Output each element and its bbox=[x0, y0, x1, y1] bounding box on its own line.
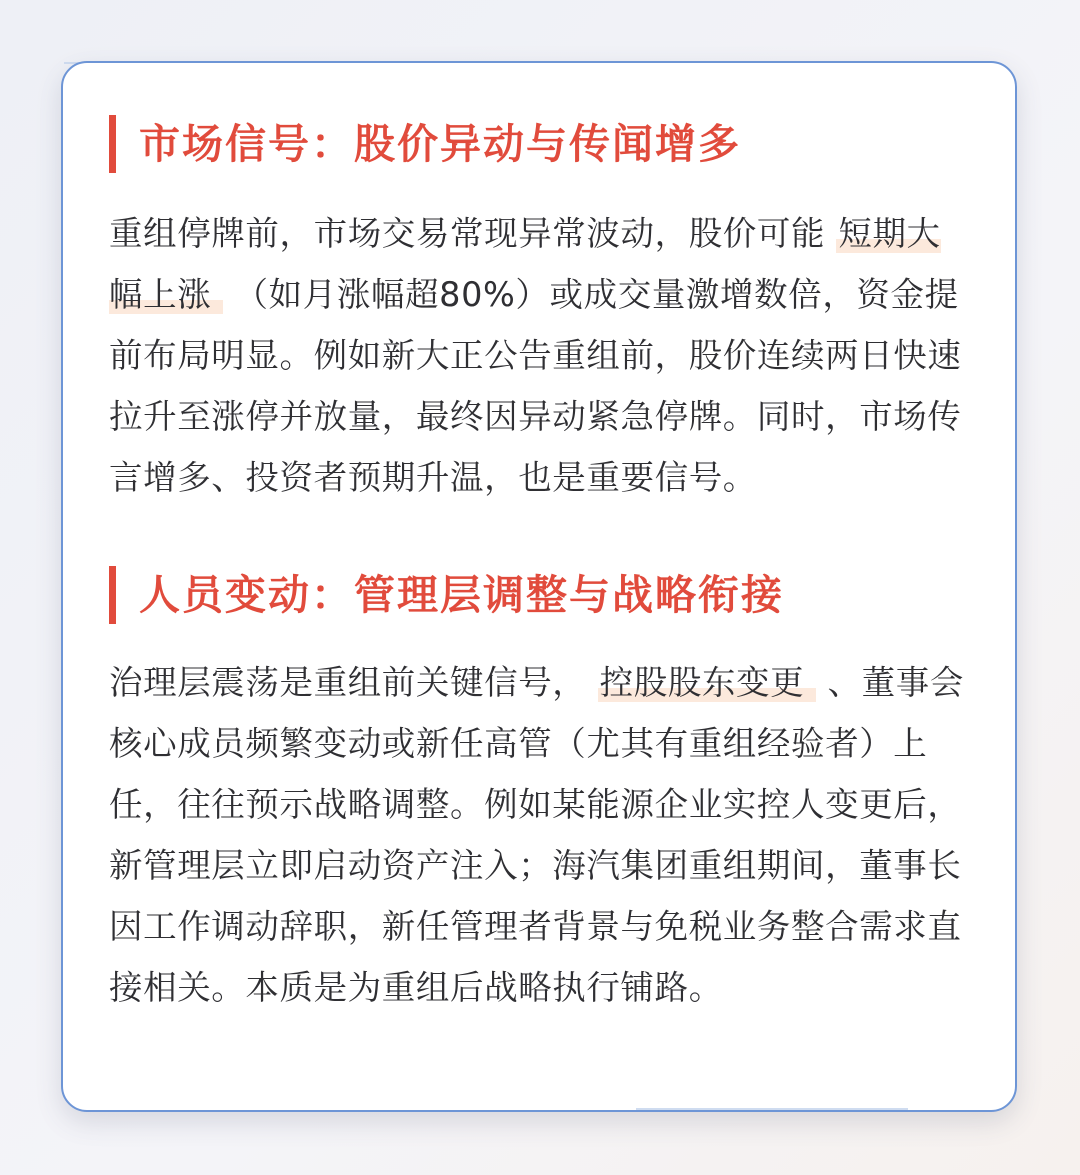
section-title-text: 市场信号：股价异动与传闻增多 bbox=[139, 120, 741, 168]
title-accent-bar bbox=[109, 115, 116, 173]
paragraph-market-signal bbox=[109, 203, 973, 508]
section-title-personnel-change bbox=[109, 564, 973, 626]
card-bottom-accent-line bbox=[636, 1108, 908, 1110]
section-title-market-signal bbox=[109, 113, 973, 175]
paragraph-personnel-change bbox=[109, 652, 973, 1018]
highlight-controlling-shareholder-change: 控股股东变更 bbox=[598, 663, 817, 702]
paragraph-text: 治理层震荡是重组前关键信号， bbox=[109, 663, 598, 702]
paragraph-text: （如月涨幅超80%）或成交量激增数倍，资金提前布局明显。例如新大正公告重组前，股价连续两日快速拉升至涨停并放量，最终因异动紧急停牌。同时，市场传言增多、投资者预期升温，也是重要信号。 bbox=[109, 275, 962, 497]
section-title-text: 人员变动：管理层调整与战略衔接 bbox=[139, 571, 784, 619]
paragraph-text: 重组停牌前，市场交易常现异常波动，股价可能 bbox=[109, 214, 837, 253]
highlight-short-term-surge: 短期大幅上涨 bbox=[109, 214, 941, 314]
paragraph-text: 、董事会核心成员频繁变动或新任高管（尤其有重组经验者）上任，往往预示战略调整。例如某能源企业实控人变更后，新管理层立即启动资产注入；海汽集团重组期间，董事长因工作调动辞职，新任管理者背景与免税业务整合需求直接相关。本质是为重组后战略执行铺路。 bbox=[109, 663, 964, 1007]
title-accent-bar bbox=[109, 566, 116, 624]
content-card bbox=[61, 61, 1017, 1112]
